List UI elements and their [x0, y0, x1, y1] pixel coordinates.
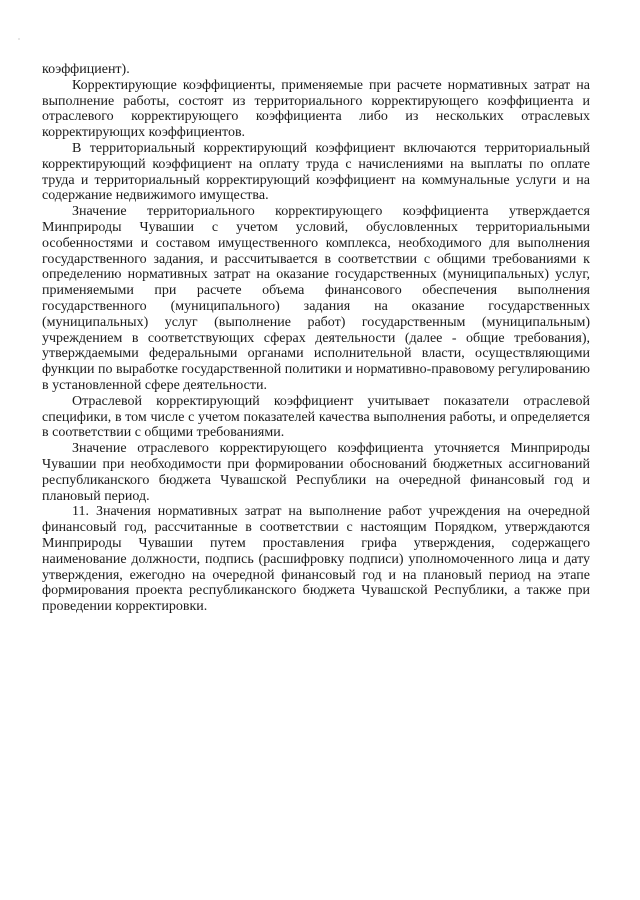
paragraph-item-11: 11. Значения нормативных затрат на выполнение работ учреждения на очередной финансовый год, рассчитанные в соответствии с настоящим Порядком, утверждаются Минприроды Чувашии путем проставления грифа утверждения, содержащего наименование должности, подпись (расшифровку подписи) уполномоченного лица и дату утверждения, ежегодно на очередной финансовый год и на плановый период на этапе формирования проекта республиканского бюджета Чувашской Республики, а также при проведении корректировки.: [42, 504, 590, 615]
paragraph-sectoral-coefficient-value: Значение отраслевого корректирующего коэффициента уточняется Минприроды Чувашии при необходимости при формировании обоснований бюджетных ассигнований республиканского бюджета Чувашской Республики на очередной финансовый год и плановый период.: [42, 441, 590, 504]
paragraph-correction-coefficients: Корректирующие коэффициенты, применяемые при расчете нормативных затрат на выполнение работы, состоят из территориального корректирующего коэффициента и отраслевого корректирующего коэффициента либо из нескольких отраслевых корректирующих коэффициентов.: [42, 77, 590, 141]
paragraph-territorial-coefficient-value: Значение территориального корректирующего коэффициента утверждается Минприроды Чувашии с учетом условий, обусловленных территориальными особенностями и составом имущественного комплекса, необходимого для выполнения государственного задания, и рассчитывается в соответствии с общими требованиями к определению нормативных затрат на оказание государственных (муниципальных) услуг, применяемыми при расчете объема финансового обеспечения выполнения государственного (муниципального) задания на оказание государственных (муниципальных) услуг (выполнение работ) государственным (муниципальным) учреждением в соответствующих сферах деятельности (далее - общие требования), утверждаемыми федеральными органами исполнительной власти, осуществляющими функции по выработке государственной политики и нормативно-правовому регулированию в установленной сфере деятельности.: [42, 204, 590, 393]
paragraph-continuation: коэффициент).: [42, 62, 130, 77]
scan-artifact: [18, 38, 20, 40]
paragraph-sectoral-coefficient: Отраслевой корректирующий коэффициент учитывает показатели отраслевой специфики, в том числе с учетом показателей качества выполнения работы, и определяется в соответствии с общими требованиями.: [42, 393, 590, 441]
paragraph-territorial-coefficient-composition: В территориальный корректирующий коэффициент включаются территориальный корректирующий коэффициент на оплату труда с начислениями на выплаты по оплате труда и территориальный корректирующий коэффициент на коммунальные услуги и на содержание недвижимого имущества.: [42, 140, 590, 204]
document-body: [42, 62, 590, 615]
